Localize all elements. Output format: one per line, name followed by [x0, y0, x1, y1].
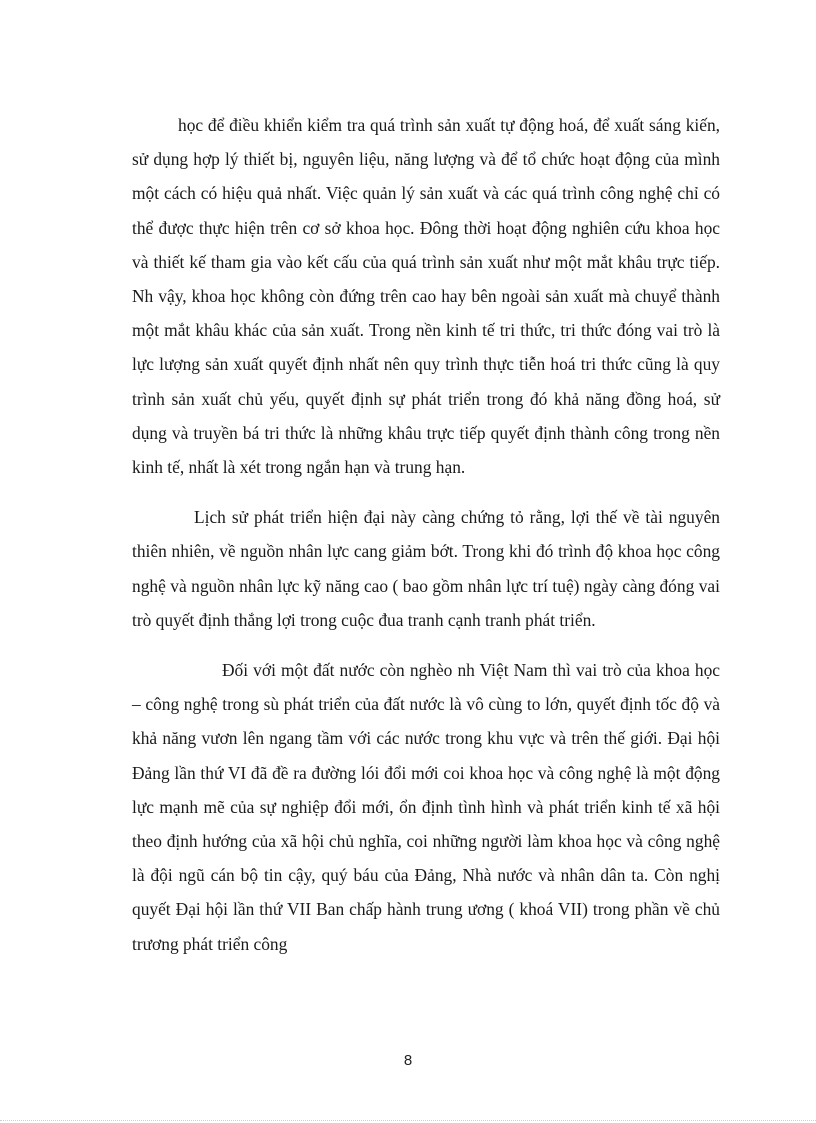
page-bottom-divider [0, 1120, 816, 1121]
paragraph-1: học để điều khiển kiểm tra quá trình sản xuất tự động hoá, để xuất sáng kiến, sử dụng hợp lý thiết bị, nguyên liệu, năng lượng và để tổ chức hoạt động của mình một cách có hiệu quả nhất. Việc quản lý sản xuất và các quá trình công nghệ chỉ có thể được thực hiện trên cơ sở khoa học. Đông thời hoạt động nghiên cứu khoa học và thiết kế tham gia vào kết cấu của quá trình sản xuất như một mắt khâu trực tiếp. Nh vậy, khoa học không còn đứng trên cao hay bên ngoài sản xuất mà chuyể thành một mắt khâu khác của sản xuất. Trong nền kinh tế tri thức, tri thức đóng vai trò là lực lượng sản xuất quyết định nhất nên quy trình thực tiễn hoá tri thức cũng là quy trình sản xuất chủ yếu, quyết định sự phát triển trong đó khả năng đồng hoá, sử dụng và truyền bá tri thức là những khâu trực tiếp quyết định thành công trong nền kinh tế, nhất là xét trong ngắn hạn và trung hạn. [132, 115, 720, 478]
body-text [132, 108, 720, 961]
page-number: 8 [403, 1052, 413, 1069]
paragraph-3: Đối với một đất nước còn nghèo nh Việt Nam thì vai trò của khoa học – công nghệ trong sù phát triển của đất nước là vô cùng to lớn, quyết định tốc độ và khả năng vươn lên ngang tầm với các nước trong khu vực và trên thế giới. Đại hội Đảng lần thứ VI đã đề ra đường lói đổi mới coi khoa học và công nghệ là một động lực mạnh mẽ của sự nghiệp đổi mới, ổn định tình hình và phát triển kinh tế xã hội theo định hướng của xã hội chủ nghĩa, coi những người làm khoa học và công nghệ là đội ngũ cán bộ tin cậy, quý báu của Đảng, Nhà nước và nhân dân ta. Còn nghị quyết Đại hội lần thứ VII Ban chấp hành trung ương ( khoá VII) trong phần về chủ trương phát triển công [132, 660, 720, 954]
paragraph-2: Lịch sử phát triển hiện đại này càng chứng tỏ rằng, lợi thế về tài nguyên thiên nhiên, về nguồn nhân lực cang giảm bớt. Trong khi đó trình độ khoa học công nghệ và nguồn nhân lực kỹ năng cao ( bao gồm nhân lực trí tuệ) ngày càng đóng vai trò quyết định thắng lợi trong cuộc đua tranh cạnh tranh phát triển. [132, 507, 720, 630]
